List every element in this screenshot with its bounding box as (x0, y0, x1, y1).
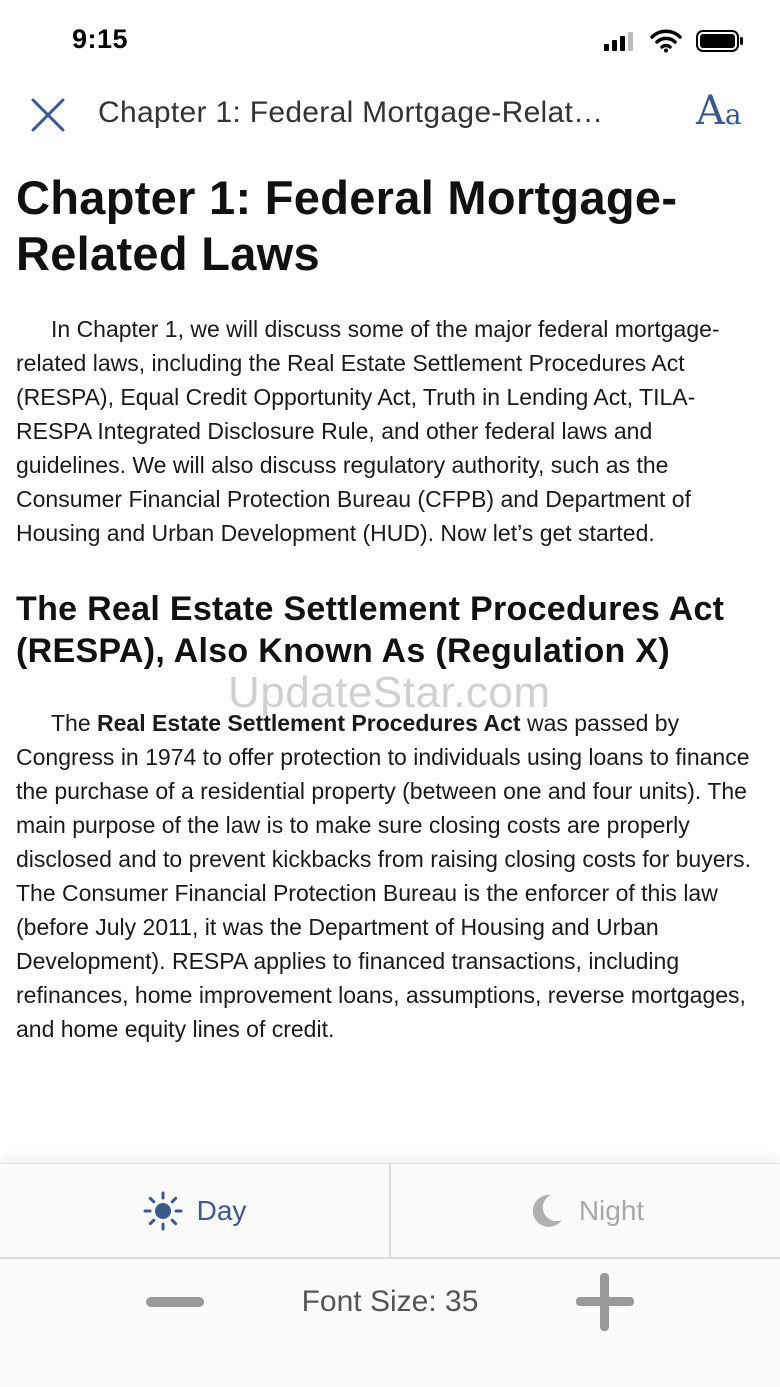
watermark: UpdateStar.com (228, 668, 551, 717)
battery-icon (696, 29, 744, 53)
day-mode-button[interactable] (0, 1164, 389, 1257)
body-lead-text: The (51, 710, 98, 736)
moon-icon (527, 1192, 565, 1230)
increase-font-button[interactable] (576, 1278, 634, 1326)
sun-icon (143, 1191, 183, 1231)
night-mode-button[interactable] (391, 1164, 780, 1257)
status-time: 9:15 (72, 24, 129, 54)
section-title: The Real Estate Settlement Procedures Act (RESPA), Also Known As (Regulation X) (16, 590, 725, 670)
body-bold-term: Real Estate Settlement Procedures Act (97, 710, 521, 736)
font-size-label: Font Size: 35 (301, 1285, 479, 1318)
signal-icon (604, 31, 636, 51)
font-settings-icon-large: A (696, 88, 725, 134)
close-icon (28, 95, 68, 135)
wifi-icon (650, 29, 682, 53)
font-settings-icon-small: a (724, 98, 742, 131)
status-bar (0, 0, 780, 80)
night-mode-label: Night (578, 1194, 645, 1226)
nav-title: Chapter 1: Federal Mortgage-Relat… (98, 96, 604, 129)
article-content (16, 170, 768, 1170)
chapter-title: Chapter 1: Federal Mortgage-Related Laws (16, 171, 678, 280)
day-mode-label: Day (196, 1194, 247, 1226)
close-button[interactable] (28, 95, 68, 135)
body-paragraph (16, 706, 768, 1046)
body-rest-text: was passed by Congress in 1974 to offer protection to individuals using loans to finance the purchase of a residential property (between one and four units). The main purpose of the law is to make sure closing costs are properly disclosed and to prevent kickbacks from raising closing costs for buyers. The Consumer Financial Protection Bureau is the enforcer of this law (before July 2011, it was the Department of Housing and Urban Development). RESPA applies to financed transactions, including refinances, home improvement loans, assumptions, reverse mortgages, and home equity lines of credit. (16, 710, 752, 1042)
font-size-control (0, 1259, 780, 1355)
reading-settings-panel (0, 1163, 780, 1387)
theme-selector (0, 1164, 780, 1259)
font-settings-button[interactable] (696, 88, 756, 138)
nav-bar (0, 80, 780, 150)
status-icons (604, 28, 744, 54)
intro-paragraph: In Chapter 1, we will discuss some of the major federal mortgage-related laws, including the Real Estate Settlement Procedures Act (RESPA), Equal Credit Opportunity Act, Truth in Lending Act, TILA-RESPA Integrated Disclosure Rule, and other federal laws and guidelines. We will also discuss regulatory authority, such as the Consumer Financial Protection Bureau (CFPB) and Department of Housing and Urban Development (HUD). Now let’s get started. (16, 316, 720, 546)
